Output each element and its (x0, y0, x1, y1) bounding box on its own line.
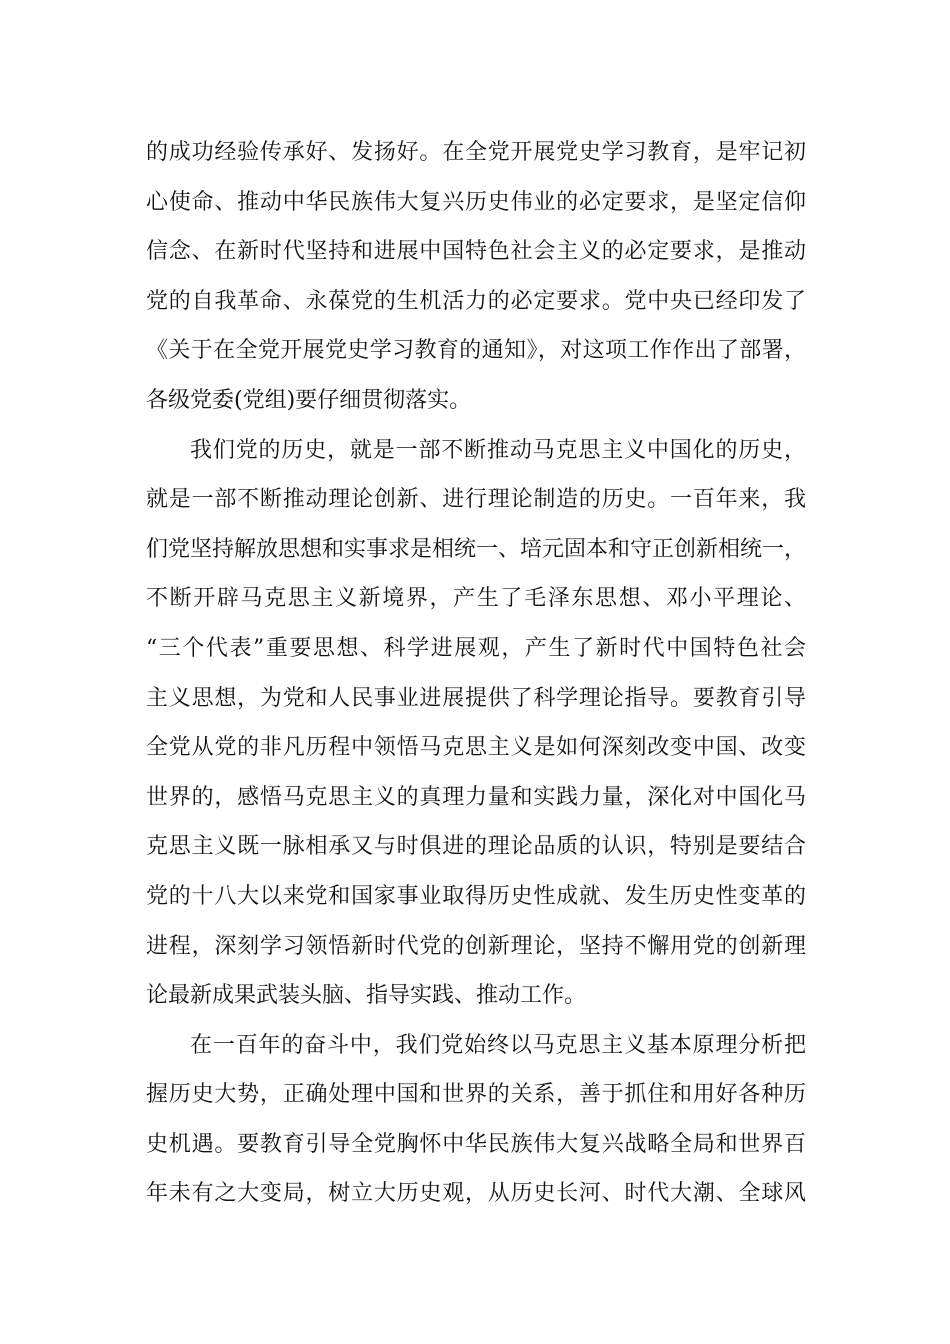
text-line: 的成功经验传承好、发扬好。在全党开展党史学习教育，是牢记初 (146, 140, 806, 165)
text-line: 党的自我革命、永葆党的生机活力的必定要求。党中央已经印发了 (146, 288, 806, 314)
text-line: 进程，深刻学习领悟新时代党的创新理论，坚持不懈用党的创新理 (146, 933, 806, 959)
text-line: 年未有之大变局，树立大历史观，从历史长河、时代大潮、全球风 (146, 1181, 806, 1207)
text-line: 心使命、推动中华民族伟大复兴历史伟业的必定要求，是坚定信仰 (146, 189, 806, 215)
text-line: 《关于在全党开展党史学习教育的通知》，对这项工作作出了部署， (146, 338, 806, 364)
text-line: 不断开辟马克思主义新境界，产生了毛泽东思想、邓小平理论、 (146, 586, 806, 612)
paragraph-3 (146, 1021, 806, 1219)
text-line: 在一百年的奋斗中，我们党始终以马克思主义基本原理分析把 (190, 1032, 806, 1058)
paragraph-1 (146, 128, 806, 426)
paragraph-2 (146, 426, 806, 1021)
text-line: 信念、在新时代坚持和进展中国特色社会主义的必定要求，是推动 (146, 239, 806, 265)
text-line: 世界的，感悟马克思主义的真理力量和实践力量，深化对中国化马 (146, 784, 806, 810)
text-line: 党的十八大以来党和国家事业取得历史性成就、发生历史性变革的 (146, 883, 806, 909)
text-line: “三个代表”重要思想、科学进展观，产生了新时代中国特色社会 (146, 635, 806, 661)
text-line: 各级党委(党组)要仔细贯彻落实。 (146, 387, 472, 413)
document-body (146, 128, 806, 1219)
text-line: 们党坚持解放思想和实事求是相统一、培元固本和守正创新相统一， (146, 536, 807, 562)
text-line: 就是一部不断推动理论创新、进行理论制造的历史。一百年来，我 (146, 487, 806, 513)
text-line: 全党从党的非凡历程中领悟马克思主义是如何深刻改变中国、改变 (146, 735, 806, 761)
text-line: 我们党的历史，就是一部不断推动马克思主义中国化的历史， (190, 437, 806, 463)
text-line: 克思主义既一脉相承又与时俱进的理论品质的认识，特别是要结合 (146, 834, 806, 860)
text-line: 握历史大势，正确处理中国和世界的关系，善于抓住和用好各种历 (146, 1082, 806, 1108)
text-line: 史机遇。要教育引导全党胸怀中华民族伟大复兴战略全局和世界百 (146, 1131, 806, 1157)
text-line: 论最新成果武装头脑、指导实践、推动工作。 (146, 983, 587, 1009)
text-line: 主义思想，为党和人民事业进展提供了科学理论指导。要教育引导 (146, 685, 806, 711)
